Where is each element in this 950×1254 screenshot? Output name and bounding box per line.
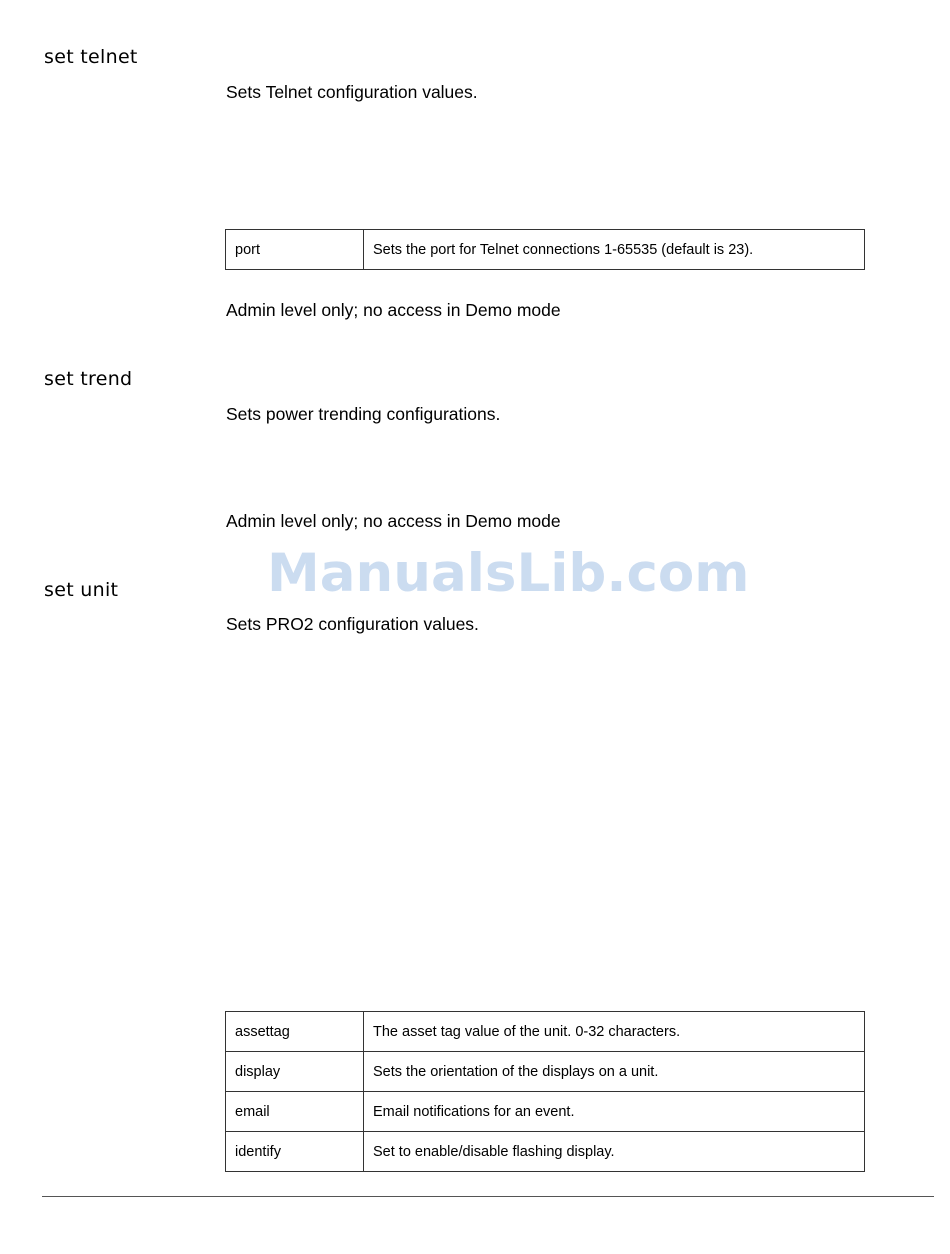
parameter-name: display bbox=[226, 1052, 364, 1092]
parameter-name: identify bbox=[226, 1132, 364, 1172]
table-row bbox=[226, 230, 865, 270]
table-row bbox=[226, 1092, 865, 1132]
parameter-description: The asset tag value of the unit. 0-32 characters. bbox=[364, 1012, 865, 1052]
section-heading-set-unit: set unit bbox=[44, 579, 119, 601]
parameter-description: Sets the port for Telnet connections 1-65535 (default is 23). bbox=[364, 230, 865, 270]
section-heading-set-telnet: set telnet bbox=[44, 46, 138, 68]
parameter-name: assettag bbox=[226, 1012, 364, 1052]
parameter-table-set-telnet bbox=[225, 229, 865, 270]
table-row bbox=[226, 1012, 865, 1052]
parameter-description: Email notifications for an event. bbox=[364, 1092, 865, 1132]
access-note-set-trend: Admin level only; no access in Demo mode bbox=[226, 511, 561, 531]
parameter-name: port bbox=[226, 230, 364, 270]
section-description-set-trend: Sets power trending configurations. bbox=[226, 404, 501, 424]
footer-divider bbox=[42, 1196, 934, 1197]
access-note-set-telnet: Admin level only; no access in Demo mode bbox=[226, 300, 561, 320]
watermark-logo: ManualsLib.com bbox=[267, 543, 750, 604]
section-description-set-unit: Sets PRO2 configuration values. bbox=[226, 614, 479, 634]
section-description-set-telnet: Sets Telnet configuration values. bbox=[226, 82, 478, 102]
table-row bbox=[226, 1052, 865, 1092]
parameter-table-set-unit bbox=[225, 1011, 865, 1172]
table-row bbox=[226, 1132, 865, 1172]
parameter-name: email bbox=[226, 1092, 364, 1132]
section-heading-set-trend: set trend bbox=[44, 368, 133, 390]
parameter-description: Set to enable/disable flashing display. bbox=[364, 1132, 865, 1172]
parameter-description: Sets the orientation of the displays on a unit. bbox=[364, 1052, 865, 1092]
